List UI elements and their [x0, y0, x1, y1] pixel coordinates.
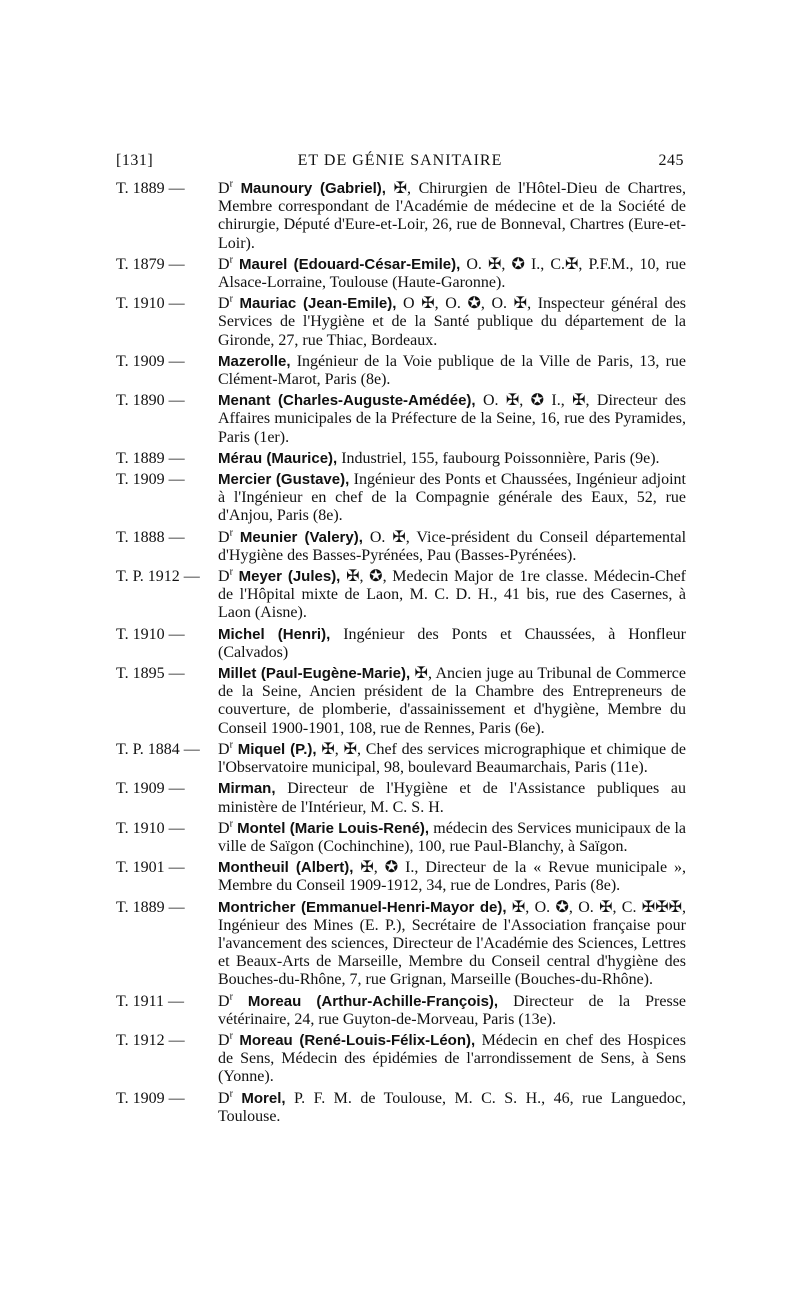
- entry-prefix: D: [218, 740, 230, 758]
- entry-year: T. 1879 —: [116, 255, 185, 273]
- entry-description: Ingénieur de la Voie publique de la Ville de Paris, 13, rue Clément-Marot, Paris (8e).: [218, 352, 686, 389]
- entry-prefix-sup: r: [229, 1030, 233, 1042]
- entry-description: Directeur de la Presse vétérinaire, 24, rue Guyton-de-Morveau, Paris (13e).: [218, 992, 687, 1028]
- member-name: Mauriac (Jean-Emile),: [239, 295, 397, 313]
- entry-description: O. ✠, Vice-président du Conseil départemental d'Hygiène des Basses-Pyrénées, Pau (Basses-Pyrénées).: [218, 528, 687, 564]
- entry-prefix: D: [218, 819, 230, 837]
- entry-description: ✠, Chirurgien de l'Hôtel-Dieu de Chartres, Membre correspondant de l'Académie de médecine et de la Société de chirurgie, Député d'Eure-et-Loir, 26, rue de Bonneval, Chartres (Eure-et-Loir).: [218, 180, 686, 252]
- entry-prefix-sup: r: [229, 991, 233, 1003]
- running-header: [116, 152, 684, 174]
- member-name: Mérau (Maurice),: [218, 449, 338, 467]
- member-entry: [116, 392, 686, 447]
- page-number: 245: [658, 152, 684, 169]
- entry-description: O ✠, O. ✪, O. ✠, Inspecteur général des Services de l'Hygiène et de la Santé publique du département de la Gironde, 27, rue Thiac, Bordeaux.: [218, 295, 687, 349]
- member-entry: [116, 741, 686, 777]
- entry-year: T. P. 1912 —: [116, 568, 200, 586]
- entry-year: T. 1889 —: [116, 449, 185, 467]
- entry-description: ✠, O. ✪, O. ✠, C. ✠✠✠, Ingénieur des Mines (E. P.), Secrétaire de l'Association française pour l'avancement des sciences, Directeur de l'Académie des Sciences, Lettres et Beaux-Arts de Marseille, Membre du Conseil central d'hygiène des Bouches-du-Rhône, 7, rue Grignan, Marseille (Bouches-du-Rhône).: [218, 898, 687, 989]
- page-reference: [131]: [116, 152, 154, 169]
- member-name: Moreau (Arthur-Achille-François),: [247, 992, 499, 1010]
- entry-year: T. 1910 —: [116, 819, 185, 837]
- member-entry: [116, 626, 686, 662]
- entry-year: T. 1889 —: [116, 180, 185, 197]
- entry-description: ✠, Ancien juge au Tribunal de Commerce de la Seine, Ancien président de la Chambre des Entrepreneurs de couverture, de plomberie, d'assainissement et d'hygiène, Membre du Conseil 1900-1901, 108, rue de Rennes, Paris (6e).: [218, 665, 686, 737]
- member-list: [116, 180, 686, 1129]
- entry-year: T. 1889 —: [116, 898, 185, 916]
- entry-year: T. 1910 —: [116, 295, 185, 313]
- entry-prefix: D: [218, 528, 230, 546]
- member-name: Miquel (P.),: [237, 740, 317, 758]
- entry-description: O. ✠, ✪ I., ✠, Directeur des Affaires municipales de la Préfecture de la Seine, 16, rue des Pyramides, Paris (1er).: [218, 392, 687, 446]
- member-name: Mercier (Gustave),: [218, 471, 350, 489]
- entry-description: Ingénieur des Ponts et Chaussées, Ingénieur adjoint à l'Ingénieur en chef de la Compagnie générale des Eaux, 52, rue d'Anjou, Paris (8e).: [218, 471, 687, 525]
- member-entry: [116, 1090, 686, 1126]
- entry-prefix-sup: r: [229, 254, 233, 266]
- entry-prefix-sup: r: [229, 178, 233, 190]
- member-name: Maurel (Edouard-César-Emile),: [238, 255, 461, 273]
- member-entry: [116, 665, 686, 738]
- entry-description: médecin des Services municipaux de la ville de Saïgon (Cochinchine), 100, rue Paul-Blanchy, à Saïgon.: [218, 819, 687, 855]
- member-entry: [116, 450, 686, 468]
- member-entry: [116, 295, 686, 350]
- member-name: Moreau (René-Louis-Félix-Léon),: [239, 1031, 476, 1049]
- entry-description: P. F. M. de Toulouse, M. C. S. H., 46, rue Languedoc, Toulouse.: [218, 1089, 687, 1125]
- entry-prefix-sup: r: [229, 739, 233, 751]
- entry-prefix: D: [218, 568, 230, 586]
- entry-description: Industriel, 155, faubourg Poissonnière, Paris (9e).: [341, 449, 660, 467]
- entry-year: T. P. 1884 —: [116, 740, 200, 758]
- entry-prefix: D: [218, 1089, 230, 1107]
- entry-prefix: D: [218, 255, 230, 273]
- member-name: Montricher (Emmanuel-Henri-Mayor de),: [218, 898, 507, 916]
- member-entry: [116, 993, 686, 1029]
- entry-year: T. 1910 —: [116, 625, 185, 643]
- member-entry: [116, 899, 686, 990]
- entry-description: ✠, ✪, Medecin Major de 1re classe. Médecin-Chef de l'Hôpital mixte de Laon, M. C. D. H., 41 bis, rue des Casernes, à Laon (Aisne).: [218, 568, 687, 622]
- running-title: ET DE GÉNIE SANITAIRE: [297, 152, 503, 169]
- entry-prefix-sup: r: [229, 566, 233, 578]
- member-entry: [116, 568, 686, 623]
- member-entry: [116, 353, 686, 389]
- entry-year: T. 1888 —: [116, 528, 185, 546]
- entry-description: ✠, ✠, Chef des services micrographique et chimique de l'Observatoire municipal, 98, boulevard Beaumarchais, Paris (11e).: [218, 740, 686, 777]
- entry-year: T. 1911 —: [116, 992, 184, 1010]
- member-name: Morel,: [241, 1089, 286, 1107]
- member-entry: [116, 820, 686, 856]
- entry-prefix: D: [218, 992, 230, 1010]
- member-name: Mazerolle,: [218, 352, 291, 370]
- entry-year: T. 1895 —: [116, 665, 185, 683]
- member-name: Maunoury (Gabriel),: [240, 180, 386, 197]
- member-name: Michel (Henri),: [218, 625, 331, 643]
- entry-description: ✠, ✪ I., Directeur de la « Revue municipale », Membre du Conseil 1909-1912, 34, rue de Londres, Paris (8e).: [218, 859, 687, 895]
- member-entry: [116, 1032, 686, 1087]
- member-name: Millet (Paul-Eugène-Marie),: [218, 665, 411, 683]
- member-name: Montheuil (Albert),: [218, 859, 354, 877]
- entry-prefix: D: [218, 180, 230, 197]
- entry-year: T. 1909 —: [116, 352, 185, 370]
- entry-prefix: D: [218, 295, 230, 313]
- member-name: Menant (Charles-Auguste-Amédée),: [218, 392, 476, 410]
- entry-year: T. 1909 —: [116, 1089, 185, 1107]
- entry-prefix-sup: r: [229, 527, 233, 539]
- entry-year: T. 1890 —: [116, 392, 185, 410]
- member-entry: [116, 256, 686, 292]
- member-entry: [116, 180, 686, 253]
- entry-prefix-sup: r: [229, 818, 233, 830]
- entry-prefix-sup: r: [229, 1088, 233, 1100]
- member-name: Mirman,: [218, 780, 276, 798]
- entry-description: Directeur de l'Hygiène et de l'Assistance publiques au ministère de l'Intérieur, M. C. S. H.: [218, 780, 687, 816]
- entry-year: T. 1912 —: [116, 1031, 185, 1049]
- entry-year: T. 1901 —: [116, 859, 185, 877]
- entry-description: Ingénieur des Ponts et Chaussées, à Honfleur (Calvados): [218, 625, 686, 661]
- member-entry: [116, 529, 686, 565]
- entry-prefix: D: [218, 1031, 230, 1049]
- member-name: Meyer (Jules),: [238, 568, 341, 586]
- entry-year: T. 1909 —: [116, 471, 185, 489]
- member-entry: [116, 780, 686, 816]
- entry-prefix-sup: r: [229, 293, 233, 305]
- entry-description: O. ✠, ✪ I., C.✠, P.F.M., 10, rue Alsace-Lorraine, Toulouse (Haute-Garonne).: [218, 255, 687, 292]
- member-name: Meunier (Valery),: [239, 528, 363, 546]
- entry-description: Médecin en chef des Hospices de Sens, Médecin des épidémies de l'arrondissement de Sens, à Sens (Yonne).: [218, 1031, 687, 1086]
- entry-year: T. 1909 —: [116, 780, 185, 798]
- member-entry: [116, 471, 686, 526]
- member-entry: [116, 859, 686, 895]
- member-name: Montel (Marie Louis-René),: [237, 819, 430, 837]
